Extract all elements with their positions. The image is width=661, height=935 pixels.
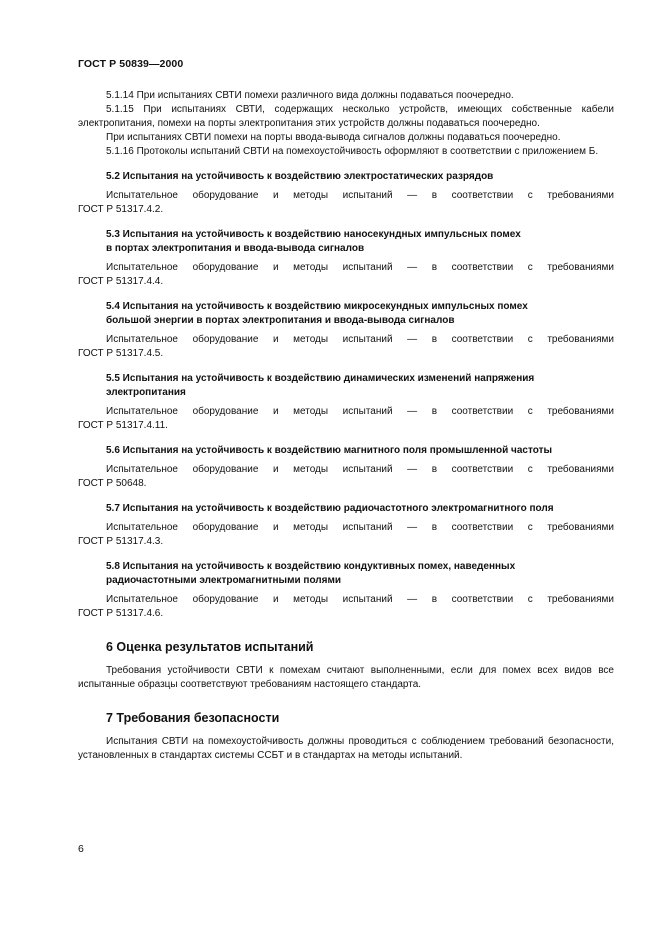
requirement-word: соответствии bbox=[451, 522, 514, 533]
requirement-word: в bbox=[431, 190, 438, 201]
requirement-word: в bbox=[431, 464, 438, 475]
requirement-word: и bbox=[272, 594, 279, 605]
requirement-word: — bbox=[407, 334, 418, 345]
requirement-line bbox=[78, 405, 614, 419]
requirement-word: — bbox=[407, 262, 418, 273]
requirement-word: испытаний bbox=[342, 334, 393, 345]
requirement-word: требованиями bbox=[547, 522, 614, 533]
requirement-word: методы bbox=[293, 406, 329, 417]
requirement-word: требованиями bbox=[547, 190, 614, 201]
clause-5-1-14: 5.1.14 При испытаниях СВТИ помехи различного вида должны подаваться поочередно. bbox=[106, 90, 514, 101]
requirement-word: соответствии bbox=[451, 334, 514, 345]
section-heading-line: 5.3 Испытания на устойчивость к воздействию наносекундных импульсных помех bbox=[106, 229, 521, 240]
requirement-word: с bbox=[527, 334, 533, 345]
page-number: 6 bbox=[78, 843, 84, 855]
requirement-word: в bbox=[431, 334, 438, 345]
standard-header: ГОСТ Р 50839—2000 bbox=[78, 58, 184, 70]
requirement-word: с bbox=[527, 594, 533, 605]
section-7-text: Испытания СВТИ на помехоустойчивость должны проводиться с соблюдением требований безопасности, установленных в стандартах системы ССБТ и в стандартах на методы испытаний. bbox=[78, 736, 614, 761]
section-heading-line: 5.6 Испытания на устойчивость к воздействию магнитного поля промышленной частоты bbox=[106, 445, 553, 456]
clause-5-1-15: 5.1.15 При испытаниях СВТИ, содержащих несколько устройств, имеющих собственные кабели электропитания, помехи на порты электропитания этих устройств должны подаваться поочередно. bbox=[78, 104, 614, 129]
requirement-word: в bbox=[431, 594, 438, 605]
requirement-word: требованиями bbox=[547, 406, 614, 417]
requirement-line bbox=[78, 261, 614, 275]
requirement-word: Испытательное bbox=[106, 262, 178, 273]
requirement-word: испытаний bbox=[342, 522, 393, 533]
requirement-word: Испытательное bbox=[106, 334, 178, 345]
requirement-word: оборудование bbox=[192, 522, 259, 533]
requirement-word: соответствии bbox=[451, 262, 514, 273]
requirement-line bbox=[78, 189, 614, 203]
requirement-word: с bbox=[527, 522, 533, 533]
section-heading-line: радиочастотными электромагнитными полями bbox=[106, 575, 342, 586]
page-content bbox=[78, 89, 614, 763]
requirement-word: методы bbox=[293, 334, 329, 345]
requirement-word: — bbox=[407, 190, 418, 201]
requirement-word: с bbox=[527, 464, 533, 475]
requirement-word: Испытательное bbox=[106, 190, 178, 201]
requirement-line bbox=[78, 593, 614, 607]
section-heading-line: 5.7 Испытания на устойчивость к воздействию радиочастотного электромагнитного поля bbox=[106, 503, 554, 514]
requirement-word: соответствии bbox=[451, 190, 514, 201]
requirement-word: Испытательное bbox=[106, 464, 178, 475]
requirement-word: — bbox=[407, 464, 418, 475]
requirement-word: оборудование bbox=[192, 464, 259, 475]
requirement-word: в bbox=[431, 522, 438, 533]
requirement-word: в bbox=[431, 262, 438, 273]
section-7-heading: 7 Требования безопасности bbox=[106, 711, 280, 725]
requirement-word: и bbox=[272, 522, 279, 533]
requirement-word: соответствии bbox=[451, 464, 514, 475]
requirement-word: требованиями bbox=[547, 594, 614, 605]
requirement-word: методы bbox=[293, 522, 329, 533]
requirement-word: оборудование bbox=[192, 262, 259, 273]
requirement-word: и bbox=[272, 190, 279, 201]
requirement-word: требованиями bbox=[547, 334, 614, 345]
requirement-word: испытаний bbox=[342, 464, 393, 475]
requirement-line bbox=[78, 521, 614, 535]
requirement-word: методы bbox=[293, 594, 329, 605]
standard-reference: ГОСТ Р 51317.4.5. bbox=[78, 348, 164, 359]
requirement-word: с bbox=[527, 262, 533, 273]
standard-reference: ГОСТ Р 51317.4.11. bbox=[78, 420, 168, 431]
requirement-word: методы bbox=[293, 262, 329, 273]
standard-reference: ГОСТ Р 51317.4.6. bbox=[78, 608, 164, 619]
requirement-word: требованиями bbox=[547, 464, 614, 475]
requirement-word: и bbox=[272, 334, 279, 345]
requirement-line bbox=[78, 463, 614, 477]
requirement-word: соответствии bbox=[451, 406, 514, 417]
requirement-word: соответствии bbox=[451, 594, 514, 605]
section-heading-line: электропитания bbox=[106, 387, 186, 398]
requirement-word: с bbox=[527, 190, 533, 201]
requirement-word: в bbox=[431, 406, 438, 417]
requirement-word: с bbox=[527, 406, 533, 417]
standard-reference: ГОСТ Р 51317.4.3. bbox=[78, 536, 164, 547]
requirement-word: испытаний bbox=[342, 406, 393, 417]
section-6-text: Требования устойчивости СВТИ к помехам считают выполненными, если для помех всех видов все испытанные образцы соответствуют требованиям настоящего стандарта. bbox=[78, 665, 614, 690]
section-heading-line: большой энергии в портах электропитания и ввода-вывода сигналов bbox=[106, 315, 455, 326]
section-heading-line: 5.4 Испытания на устойчивость к воздействию микросекундных импульсных помех bbox=[106, 301, 528, 312]
requirement-word: требованиями bbox=[547, 262, 614, 273]
requirement-word: испытаний bbox=[342, 594, 393, 605]
requirement-word: методы bbox=[293, 464, 329, 475]
requirement-word: испытаний bbox=[342, 190, 393, 201]
requirement-word: оборудование bbox=[192, 594, 259, 605]
section-heading-line: в портах электропитания и ввода-вывода сигналов bbox=[106, 243, 365, 254]
requirement-word: методы bbox=[293, 190, 329, 201]
clause-5-1-15-continued: При испытаниях СВТИ помехи на порты ввода-вывода сигналов должны подаваться поочередно. bbox=[106, 132, 561, 143]
requirement-word: и bbox=[272, 262, 279, 273]
standard-reference: ГОСТ Р 51317.4.2. bbox=[78, 204, 164, 215]
standard-reference: ГОСТ Р 50648. bbox=[78, 478, 147, 489]
section-6-heading: 6 Оценка результатов испытаний bbox=[106, 640, 314, 654]
requirement-word: оборудование bbox=[192, 190, 259, 201]
requirement-word: Испытательное bbox=[106, 522, 178, 533]
requirement-word: Испытательное bbox=[106, 406, 178, 417]
section-heading-line: 5.2 Испытания на устойчивость к воздействию электростатических разрядов bbox=[106, 171, 494, 182]
requirement-word: оборудование bbox=[192, 406, 259, 417]
requirement-word: и bbox=[272, 406, 279, 417]
requirement-word: оборудование bbox=[192, 334, 259, 345]
requirement-word: — bbox=[407, 522, 418, 533]
section-heading-line: 5.8 Испытания на устойчивость к воздействию кондуктивных помех, наведенных bbox=[106, 561, 516, 572]
requirement-word: и bbox=[272, 464, 279, 475]
requirement-word: — bbox=[407, 406, 418, 417]
section-heading-line: 5.5 Испытания на устойчивость к воздействию динамических изменений напряжения bbox=[106, 373, 535, 384]
requirement-word: Испытательное bbox=[106, 594, 178, 605]
requirement-word: — bbox=[407, 594, 418, 605]
requirement-line bbox=[78, 333, 614, 347]
test-sections bbox=[78, 159, 614, 621]
clause-5-1-16: 5.1.16 Протоколы испытаний СВТИ на помехоустойчивость оформляют в соответствии с приложением Б. bbox=[106, 146, 599, 157]
requirement-word: испытаний bbox=[342, 262, 393, 273]
standard-reference: ГОСТ Р 51317.4.4. bbox=[78, 276, 164, 287]
